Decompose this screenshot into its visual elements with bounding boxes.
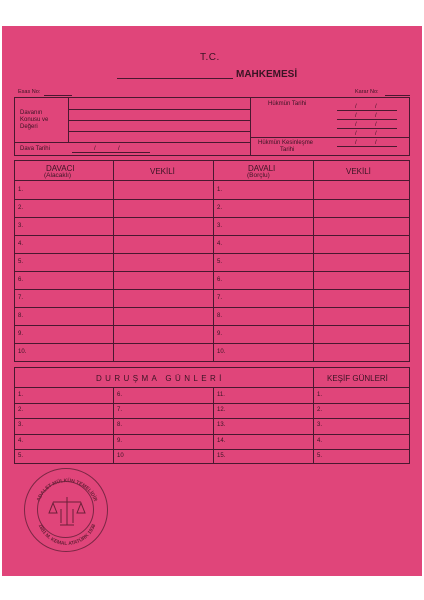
durusma-num: 8. xyxy=(117,422,123,429)
kesif-num: 2. xyxy=(317,407,323,414)
kesif-num: 5. xyxy=(317,452,323,459)
davaci-row-num: 8. xyxy=(18,313,24,319)
parties-col-div-2 xyxy=(213,160,214,362)
davali-row-num: 6. xyxy=(217,277,223,283)
davali-row-num: 4. xyxy=(217,241,223,247)
davaci-row-num: 5. xyxy=(18,259,24,265)
davali-row-num: 1. xyxy=(217,187,223,193)
davaci-header: DAVACI xyxy=(46,164,75,173)
durusma-num: 6. xyxy=(117,392,123,398)
durusma-num: 4. xyxy=(18,437,24,444)
davali-row-num: 3. xyxy=(217,223,223,229)
hearing-row-line xyxy=(14,403,410,404)
durusma-num: 2. xyxy=(18,407,24,414)
date-slash-b-4: / xyxy=(375,131,377,137)
durusma-gunleri-header: DURUŞMA GÜNLERİ xyxy=(96,374,225,383)
kesif-num: 1. xyxy=(317,392,323,398)
parties-row-line xyxy=(14,253,410,254)
kesinlesme-label-1: Hükmün Kesinleşme xyxy=(258,140,314,146)
durusma-num: 13. xyxy=(217,422,226,429)
info-hline-2 xyxy=(68,120,250,121)
durusma-num: 7. xyxy=(117,407,123,414)
date-slash-a-4: / xyxy=(355,131,357,137)
karar-no-label: Karar No: xyxy=(355,89,379,95)
davaci-row-num: 3. xyxy=(18,223,24,229)
date-slash-a-1: / xyxy=(355,104,357,110)
info-right-divider xyxy=(250,137,410,138)
date-slash-b-3: / xyxy=(375,122,377,128)
kesif-num: 3. xyxy=(317,422,323,429)
davaci-row-num: 4. xyxy=(18,241,24,247)
davali-row-num: 9. xyxy=(217,331,223,337)
info-hline-1 xyxy=(68,109,250,110)
davaci-row-num: 7. xyxy=(18,295,24,301)
hearing-row-line xyxy=(14,418,410,419)
durusma-num: 14. xyxy=(217,437,226,444)
durusma-num: 1. xyxy=(18,392,24,398)
date-line-1 xyxy=(337,110,397,111)
date-slash-a-3: / xyxy=(355,122,357,128)
parties-row-line xyxy=(14,307,410,308)
vekili-header-2: VEKİLİ xyxy=(346,167,371,176)
hearing-row-line xyxy=(14,434,410,435)
durusma-num: 12. xyxy=(217,407,226,414)
durusma-num: 11. xyxy=(217,392,225,398)
davali-header: DAVALI xyxy=(248,164,276,173)
vekili-header-1: VEKİLİ xyxy=(150,167,175,176)
davanin-konusu-2: Konusu ve xyxy=(20,117,49,123)
davaci-row-num: 1. xyxy=(18,187,24,193)
court-name-line xyxy=(117,78,233,79)
kesif-num: 4. xyxy=(317,437,323,444)
seal-bottom-text: 1881 M. KEMAL ATATÜRK 1938 xyxy=(36,523,98,548)
date-slash-a-5: / xyxy=(355,140,357,146)
info-divider xyxy=(250,97,251,156)
hearings-col-div-1 xyxy=(113,387,114,464)
davanin-konusu-3: Değeri xyxy=(20,124,38,130)
davali-sub: (Borçlu) xyxy=(247,172,270,179)
durusma-num: 15. xyxy=(217,452,226,459)
seal-top-text: ADALET MÜLKÜN TEMELİDİR xyxy=(35,477,99,503)
seal-emblem xyxy=(25,469,109,553)
date-slash-a-2: / xyxy=(355,113,357,119)
parties-row-line xyxy=(14,343,410,344)
parties-row-line xyxy=(14,325,410,326)
date-line-5 xyxy=(337,146,397,147)
durusma-num: 3. xyxy=(18,422,24,429)
scales-icon xyxy=(49,497,85,525)
parties-row-line xyxy=(14,235,410,236)
davaci-sub: (Alacaklı) xyxy=(44,172,72,179)
davaci-row-num: 2. xyxy=(18,205,24,211)
parties-row-line xyxy=(14,271,410,272)
dava-tarihi-label: Dava Tarihi xyxy=(20,146,50,152)
hearings-col-div-2 xyxy=(213,387,214,464)
dava-tarihi-slash-2: / xyxy=(118,146,120,152)
info-hline-4 xyxy=(14,142,250,143)
dava-tarihi-line xyxy=(72,152,150,153)
davaci-row-num: 6. xyxy=(18,277,24,283)
parties-row-line xyxy=(14,217,410,218)
parties-table xyxy=(14,160,410,362)
parties-row-line xyxy=(14,289,410,290)
kesinlesme-label-2: Tarihi xyxy=(280,147,295,153)
davali-row-num: 8. xyxy=(217,313,223,319)
hearing-row-line xyxy=(14,449,410,450)
hukmun-tarihi-label: Hükmün Tarihi xyxy=(268,101,307,107)
davali-row-num: 2. xyxy=(217,205,223,211)
durusma-num: 9. xyxy=(117,437,123,444)
case-info-box xyxy=(14,97,410,156)
davali-row-num: 5. xyxy=(217,259,223,265)
parties-row-line xyxy=(14,199,410,200)
davanin-konusu-1: Davanın xyxy=(20,110,43,116)
durusma-num: 10 xyxy=(117,452,124,459)
date-line-2 xyxy=(337,119,397,120)
esas-no-line xyxy=(44,95,72,96)
dava-tarihi-slash-1: / xyxy=(94,146,96,152)
davali-row-num: 7. xyxy=(217,295,223,301)
davaci-row-num: 9. xyxy=(18,331,24,337)
date-slash-b-1: / xyxy=(375,104,377,110)
court-title: MAHKEMESİ xyxy=(236,69,298,80)
parties-header-line xyxy=(14,180,410,181)
karar-no-line xyxy=(385,95,410,96)
date-line-3 xyxy=(337,128,397,129)
hearings-header-line xyxy=(14,387,410,388)
parties-col-div-1 xyxy=(113,160,114,362)
info-hline-3 xyxy=(68,131,250,132)
parties-col-div-3 xyxy=(313,160,314,362)
kesif-gunleri-header: KEŞİF GÜNLERİ xyxy=(327,374,388,383)
date-slash-b-2: / xyxy=(375,113,377,119)
date-slash-b-5: / xyxy=(375,140,377,146)
svg-text:1881 M. KEMAL ATATÜRK 1938 xyxy=(37,523,98,547)
tc-heading: T.C. xyxy=(200,52,220,63)
durusma-num: 5. xyxy=(18,452,24,459)
davali-row-num: 10. xyxy=(217,349,226,355)
davaci-row-num: 10. xyxy=(18,349,27,355)
esas-no-label: Esas No: xyxy=(18,89,41,95)
court-seal xyxy=(24,468,108,552)
